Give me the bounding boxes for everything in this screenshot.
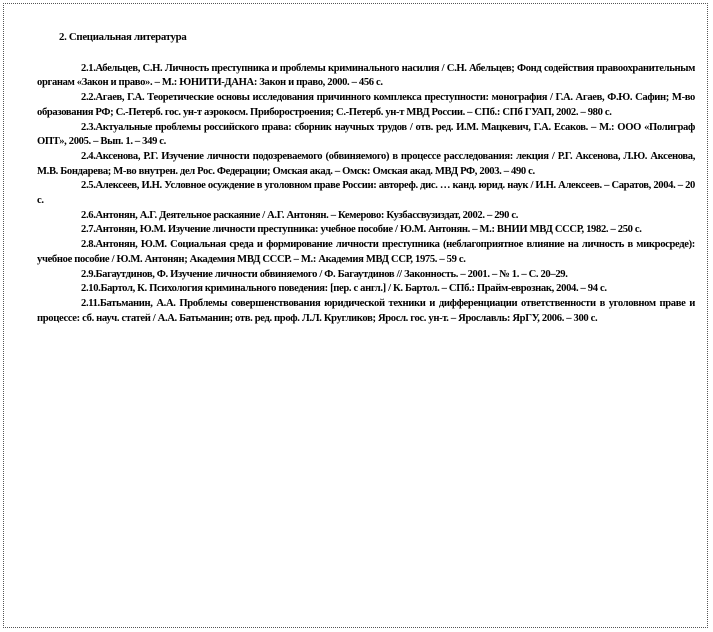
entry-text: Антонян, А.Г. Деятельное раскаяние / А.Г. Антонян. – Кемерово: Кузбассвузиздат, 2002. – 290 с.: [95, 209, 518, 221]
entry-number: 2.11.: [81, 297, 100, 309]
bibliography-entry: [37, 62, 695, 91]
bibliography-entry: [37, 238, 695, 267]
entry-number: 2.7.: [81, 224, 96, 236]
entry-number: 2.3.: [81, 121, 96, 133]
entry-text: Батьманин, А.А. Проблемы совершенствования юридической техники и дифференциации ответственности в уголовном праве и процессе: сб. науч. статей / А.А. Батьманин; отв. ред. проф. Л.Л. Кругликов; Яросл. гос. ун-т. – Ярославль: ЯрГУ, 2006. – 300 с.: [37, 297, 695, 324]
bibliography-section: [37, 30, 695, 326]
bibliography-entry: [37, 297, 695, 326]
bibliography-entry: [37, 282, 695, 297]
entry-text: Алексеев, И.Н. Условное осуждение в уголовном праве России: автореф. дис. … канд. юрид. наук / И.Н. Алексеев. – Саратов, 2004. – 20 с.: [37, 180, 695, 207]
entry-number: 2.6.: [81, 209, 96, 221]
entry-number: 2.4.: [81, 150, 96, 162]
bibliography-entry: [37, 121, 695, 150]
entry-text: Аксенова, Р.Г. Изучение личности подозреваемого (обвиняемого) в процессе расследования: лекция / Р.Г. Аксенова, Л.Ю. Аксенова, М.В. Бондарева; М-во внутрен. дел Рос. Федерации; Омская акад. – Омск: Омская акад. МВД РФ, 2003. – 490 с.: [37, 150, 695, 177]
entry-text: Багаутдинов, Ф. Изучение личности обвиняемого / Ф. Багаутдинов // Законность. – 2001. – № 1. – С. 20–29.: [95, 268, 568, 280]
bibliography-entry: [37, 179, 695, 208]
entry-number: 2.8.: [81, 239, 96, 251]
entry-text: Агаев, Г.А. Теоретические основы исследования причинного комплекса преступности: монография / Г.А. Агаев, Ф.Ю. Сафин; М-во образования РФ; С.-Петерб. гос. ун-т аэрокосм. Приборостроения; С.-Петерб. ун-т МВД России. – СПб.: СПб ГУАП, 2002. – 980 с.: [37, 92, 695, 118]
entry-text: Антонян, Ю.М. Социальная среда и формирование личности преступника (неблагоприятное влияние на личность в микросреде): учебное пособие / Ю.М. Антонян; Академия МВД СССР. – М.: Академия МВД ССР, 1975. – 59 с.: [37, 239, 695, 265]
bibliography-entry: [37, 150, 695, 179]
entry-number: 2.9.: [81, 268, 96, 280]
entry-text: Антонян, Ю.М. Изучение личности преступника: учебное пособие / Ю.М. Антонян. – М.: ВНИИ МВД СССР, 1982. – 250 с.: [95, 224, 642, 236]
bibliography-entry: [37, 268, 695, 283]
entry-number: 2.10.: [81, 283, 101, 295]
section-title: 2. Специальная литература: [59, 31, 187, 43]
entry-text: Абельцев, С.Н. Личность преступника и проблемы криминального насилия / С.Н. Абельцев; Фонд содействия правоохранительным органам «Закон и право». – М.: ЮНИТИ-ДАНА: Закон и право, 2000. – 456 с.: [37, 62, 695, 89]
entry-number: 2.5.: [81, 180, 96, 192]
bibliography-entry: [37, 223, 695, 238]
bibliography-list: [37, 62, 695, 327]
entry-text: Бартол, К. Психология криминального поведения: [пер. с англ.] / К. Бартол. – СПб.: Прайм-еврознак, 2004. – 94 с.: [100, 283, 607, 295]
bibliography-entry: [37, 209, 695, 224]
entry-number: 2.2.: [81, 92, 96, 104]
entry-text: Актуальные проблемы российского права: сборник научных трудов / отв. ред. И.М. Мацкевич, Г.А. Есаков. – М.: ООО «Полиграф ОПТ», 2005. – Вып. 1. – 349 с.: [37, 121, 695, 148]
bibliography-entry: [37, 91, 695, 120]
entry-number: 2.1.: [81, 62, 96, 74]
